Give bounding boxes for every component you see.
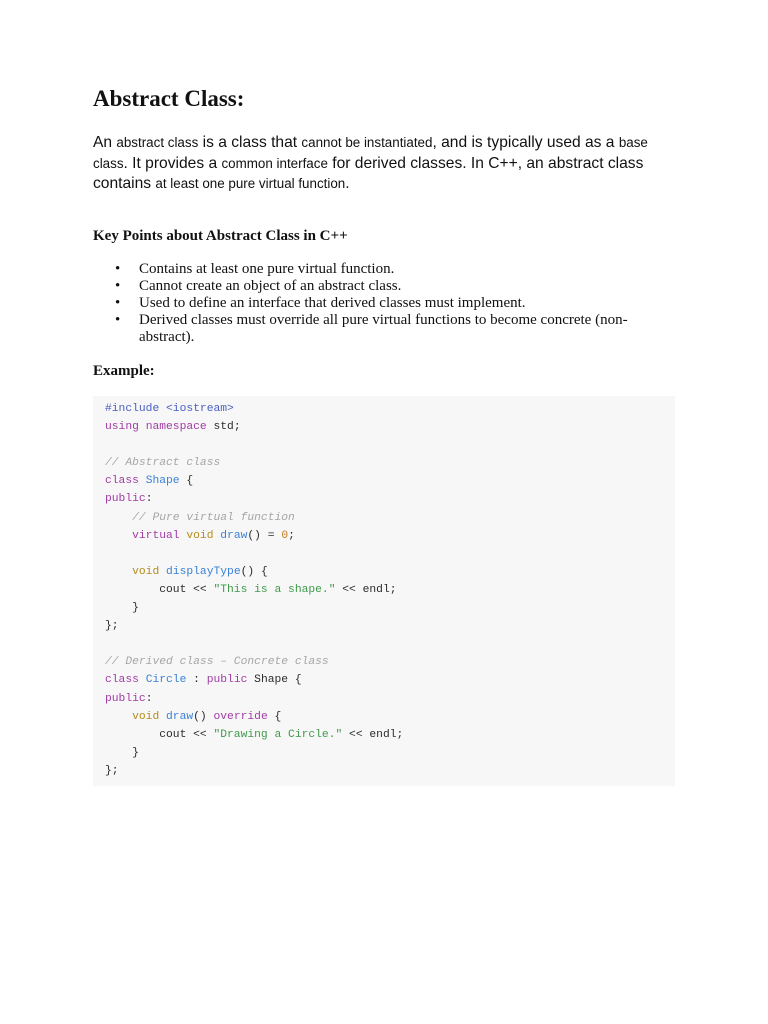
code-token: override — [213, 710, 268, 723]
code-token: : — [186, 674, 207, 687]
code-token: : — [145, 493, 153, 506]
code-token: draw — [166, 710, 194, 723]
code-line — [105, 472, 403, 490]
page-title: Abstract Class: — [93, 86, 245, 111]
list-item: • Cannot create an object of an abstract class. — [93, 278, 675, 295]
intro-term: abstract class — [116, 135, 199, 150]
intro-term: base class — [93, 135, 648, 171]
code-token: // Pure virtual function — [132, 511, 295, 524]
intro-paragraph — [93, 133, 675, 195]
key-points-list — [93, 261, 675, 346]
code-token: draw — [220, 529, 248, 542]
code-token — [139, 674, 146, 686]
code-line — [105, 527, 403, 545]
list-item: • Contains at least one pure virtual function. — [93, 261, 675, 278]
code-line — [105, 617, 403, 635]
code-line — [105, 653, 403, 671]
code-line — [105, 509, 403, 527]
code-token: namespace — [145, 421, 207, 434]
key-points-heading: Key Points about Abstract Class in C++ — [93, 228, 348, 244]
code-token: }; — [105, 764, 119, 777]
code-token: class — [105, 674, 139, 687]
code-token: { — [267, 710, 282, 723]
code-token — [159, 711, 166, 723]
intro-text: , and is typically used as a — [432, 134, 619, 151]
intro-text: . It provides a — [123, 154, 222, 172]
code-token: public — [206, 674, 248, 687]
code-token: // Abstract class — [105, 457, 221, 470]
code-line — [105, 671, 403, 689]
code-line — [105, 708, 403, 726]
intro-text: . — [345, 175, 350, 192]
intro-term: common interface — [221, 155, 328, 171]
code-token: displayType — [166, 565, 241, 578]
code-token — [105, 530, 132, 542]
code-line — [105, 454, 403, 472]
code-token: std; — [206, 421, 241, 434]
code-token: { — [179, 475, 194, 488]
code-token: virtual — [132, 529, 180, 542]
intro-term: cannot be instantiated — [301, 135, 433, 150]
code-line — [105, 563, 403, 581]
code-token: #include <iostream> — [105, 403, 234, 415]
code-token: << endl; — [335, 583, 397, 596]
code-line — [105, 581, 403, 599]
code-line — [105, 744, 403, 762]
code-line — [105, 418, 403, 436]
code-token: cout << — [105, 728, 214, 741]
code-token: } — [105, 602, 139, 615]
code-token: "This is a shape." — [213, 583, 336, 596]
intro-text: for derived classes. In C++, an abstract class contains — [93, 154, 644, 192]
code-listing — [105, 400, 403, 780]
code-token: cout << — [105, 583, 214, 596]
code-token: class — [105, 475, 139, 488]
code-token: () = — [247, 529, 282, 542]
list-item: • Derived classes must override all pure virtual functions to become concrete (non-abstract). — [93, 312, 675, 346]
code-token: Shape — [145, 475, 180, 488]
code-token — [105, 711, 132, 723]
code-line — [105, 635, 403, 653]
code-token: : — [145, 692, 153, 705]
list-item: • Used to define an interface that derived classes must implement. — [93, 295, 675, 312]
code-token: void — [186, 529, 214, 542]
example-heading: Example: — [93, 363, 155, 379]
code-token: using — [105, 421, 139, 434]
code-token: () { — [240, 565, 268, 578]
code-token — [139, 475, 146, 487]
code-token: public — [105, 692, 146, 705]
intro-text: is a class that — [198, 134, 302, 151]
code-token: public — [105, 493, 146, 506]
code-token: void — [132, 565, 160, 578]
code-token: "Drawing a Circle." — [213, 728, 343, 741]
code-token — [159, 566, 166, 578]
code-token: Circle — [145, 674, 187, 687]
code-token: void — [132, 710, 160, 723]
code-token — [105, 512, 132, 524]
intro-text: An — [93, 134, 117, 151]
code-token — [105, 566, 132, 578]
code-token: ; — [288, 529, 295, 542]
code-line — [105, 599, 403, 617]
code-token: } — [105, 746, 139, 759]
code-line — [105, 545, 403, 563]
code-token: // Derived class – Concrete class — [105, 656, 329, 669]
code-line — [105, 690, 403, 708]
code-line — [105, 762, 403, 780]
code-token: << endl; — [342, 728, 404, 741]
code-token: () — [193, 710, 214, 723]
code-token: }; — [105, 620, 119, 633]
code-line — [105, 726, 403, 744]
code-token: 0 — [281, 529, 289, 542]
code-token: Shape { — [247, 674, 302, 687]
intro-term: at least one pure virtual function — [155, 176, 346, 191]
code-line — [105, 436, 403, 454]
code-token — [139, 421, 146, 433]
code-line — [105, 400, 403, 418]
code-block — [93, 396, 675, 786]
code-line — [105, 490, 403, 508]
